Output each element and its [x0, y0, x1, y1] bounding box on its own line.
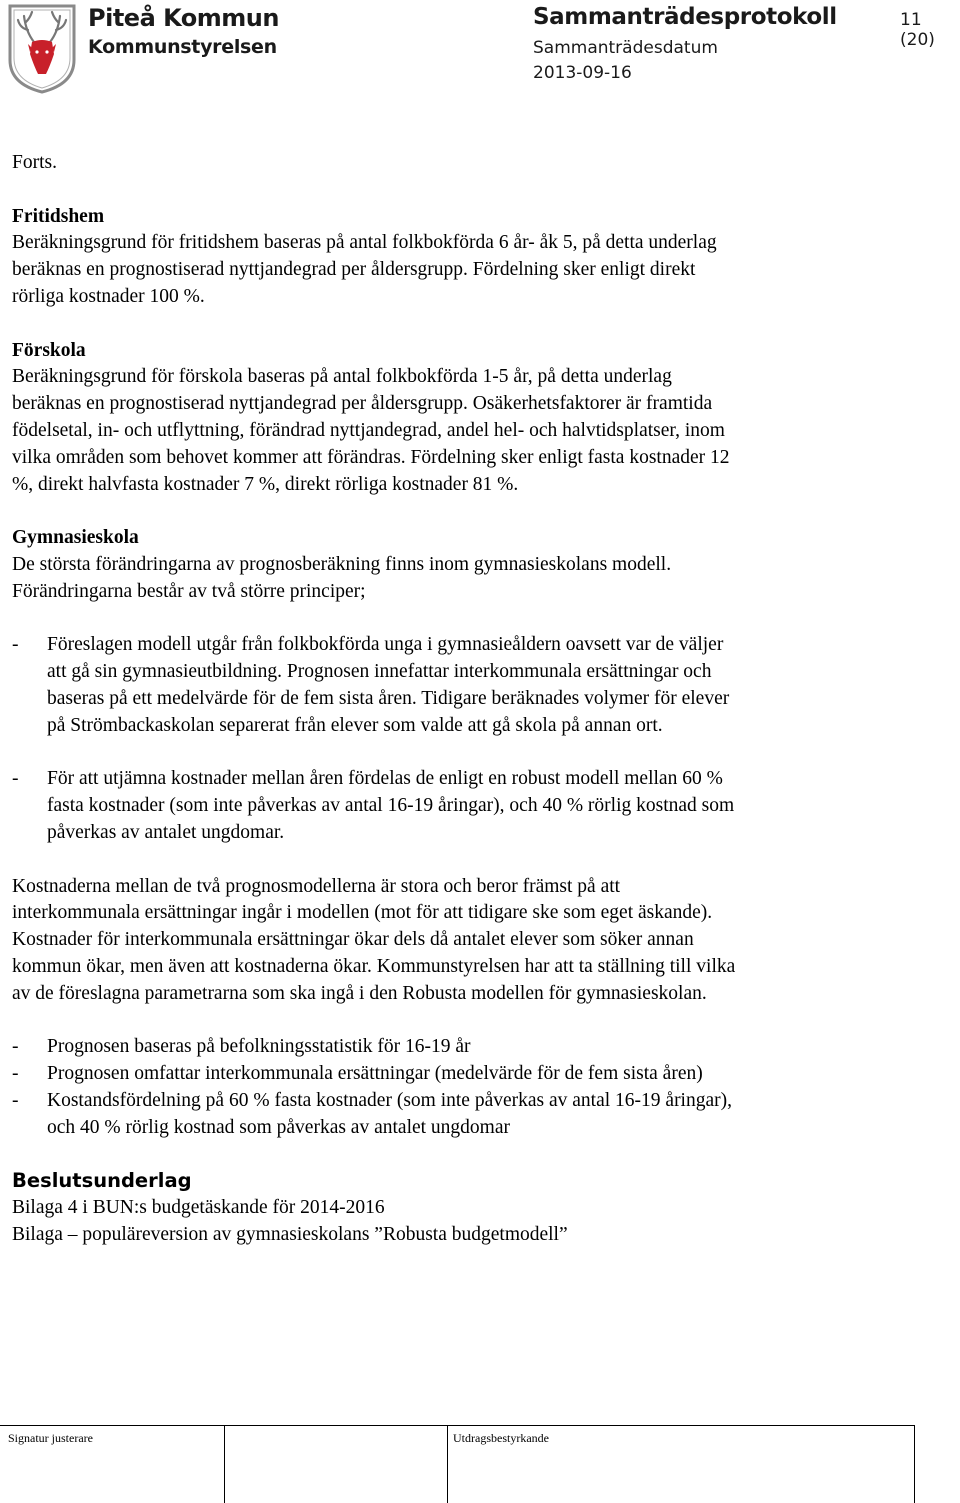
section-heading-gymnasieskola: Gymnasieskola [12, 527, 139, 549]
paragraph-line: Kostnaderna mellan de två prognosmodellerna är stora och beror främst på att [12, 875, 621, 897]
paragraph-line: födelsetal, in- och utflyttning, förändrad nyttjandegrad, andel hel- och halvtidsplatser, inom [12, 419, 725, 441]
list-item-line: För att utjämna kostnader mellan åren fördelas de enligt en robust modell mellan 60 % [47, 768, 723, 790]
list-item-line: fasta kostnader (som inte påverkas av antal 16-19 åringar), och 40 % rörlig kostnad som [47, 795, 735, 817]
extract-certification-label: Utdragsbestyrkande [453, 1431, 549, 1445]
attachment-item: Bilaga – populäreversion av gymnasieskolans ”Robusta budgetmodell” [12, 1223, 568, 1245]
bullet-dash: - [12, 1089, 19, 1111]
list-item [12, 632, 947, 739]
list-item-line: Prognosen baseras på befolkningsstatistik för 16-19 år [47, 1036, 471, 1058]
paragraph-line: Beräkningsgrund för förskola baseras på antal folkbokförda 1-5 år, på detta underlag [12, 366, 672, 388]
list-item-line: att gå sin gymnasieutbildning. Prognosen innefattar interkommunala ersättningar och [47, 661, 712, 683]
paragraph-line: kommun ökar, men även att kostnaderna ökar. Kommunstyrelsen har att ta ställning till vilka [12, 955, 736, 977]
paragraph-line: Beräkningsgrund för fritidshem baseras på antal folkbokförda 6 år- åk 5, på detta underlag [12, 232, 717, 254]
document-body [12, 150, 947, 1249]
paragraph-line: rörliga kostnader 100 %. [12, 285, 205, 307]
organization-unit: Kommunstyrelsen [88, 36, 277, 58]
paragraph-line: Förändringarna består av två större principer; [12, 580, 366, 602]
paragraph-line: interkommunala ersättningar ingår i modellen (mot för att tidigare ske som eget äskande). [12, 902, 713, 924]
attachment-item: Bilaga 4 i BUN:s budgetäskande för 2014-2016 [12, 1197, 385, 1219]
organization-name: Piteå Kommun [88, 4, 279, 32]
reindeer-coat-of-arms-logo-icon [6, 2, 78, 94]
list-item-line: och 40 % rörlig kostnad som påverkas av antalet ungdomar [47, 1116, 511, 1138]
continued-label: Forts. [12, 152, 57, 173]
paragraph-line: Kostnader för interkommunala ersättningar ökar dels då antalet elever som söker annan [12, 929, 694, 951]
footer-column-divider [447, 1425, 448, 1503]
section-heading-fritidshem: Fritidshem [12, 205, 105, 227]
document-title: Sammanträdesprotokoll [533, 4, 837, 30]
list-item [12, 766, 947, 846]
section-heading-beslutsunderlag: Beslutsunderlag [12, 1169, 192, 1193]
page-number: 11 (20) [900, 10, 935, 50]
list-item [12, 1088, 947, 1142]
paragraph-line: %, direkt halvfasta kostnader 7 %, direkt rörliga kostnader 81 %. [12, 473, 519, 495]
signature-label: Signatur justerare [8, 1431, 93, 1445]
list-item-line: Föreslagen modell utgår från folkbokförda unga i gymnasieåldern oavsett var de väljer [47, 634, 724, 656]
paragraph-line: vilka områden som behovet kommer att förändras. Fördelning sker enligt fasta kostnader 12 [12, 446, 730, 468]
list-item [12, 1034, 947, 1061]
list-item-line: Prognosen omfattar interkommunala ersättningar (medelvärde för de fem sista åren) [47, 1063, 703, 1085]
bullet-dash: - [12, 768, 19, 790]
footer-divider [0, 1425, 915, 1426]
bullet-dash: - [12, 1063, 19, 1085]
paragraph-line: beräknas en prognostiserad nyttjandegrad per åldersgrupp. Fördelning sker enligt direkt [12, 259, 696, 281]
footer-column-divider [914, 1425, 915, 1503]
meeting-date-label: Sammanträdesdatum [533, 38, 718, 58]
paragraph-line: beräknas en prognostiserad nyttjandegrad per åldersgrupp. Osäkerhetsfaktorer är framtida [12, 393, 713, 415]
paragraph-line: De största förändringarna av prognosberäkning finns inom gymnasieskolans modell. [12, 553, 672, 575]
bullet-dash: - [12, 1036, 19, 1058]
list-item-line: baseras på ett medelvärde för de fem sista åren. Tidigare beräknades volymer för elever [47, 687, 730, 709]
bullet-dash: - [12, 634, 19, 656]
list-item-line: på Strömbackaskolan separerat från elever som valde att gå skola på annan ort. [47, 714, 663, 736]
paragraph-line: av de föreslagna parametrarna som ska ingå i den Robusta modellen för gymnasieskolan. [12, 982, 707, 1004]
meeting-date-value: 2013-09-16 [533, 63, 632, 83]
list-item-line: påverkas av antalet ungdomar. [47, 821, 285, 843]
section-heading-forskola: Förskola [12, 339, 86, 361]
list-item-line: Kostandsfördelning på 60 % fasta kostnader (som inte påverkas av antal 16-19 åringar), [47, 1089, 732, 1111]
footer-column-divider [224, 1425, 225, 1503]
list-item [12, 1061, 947, 1088]
